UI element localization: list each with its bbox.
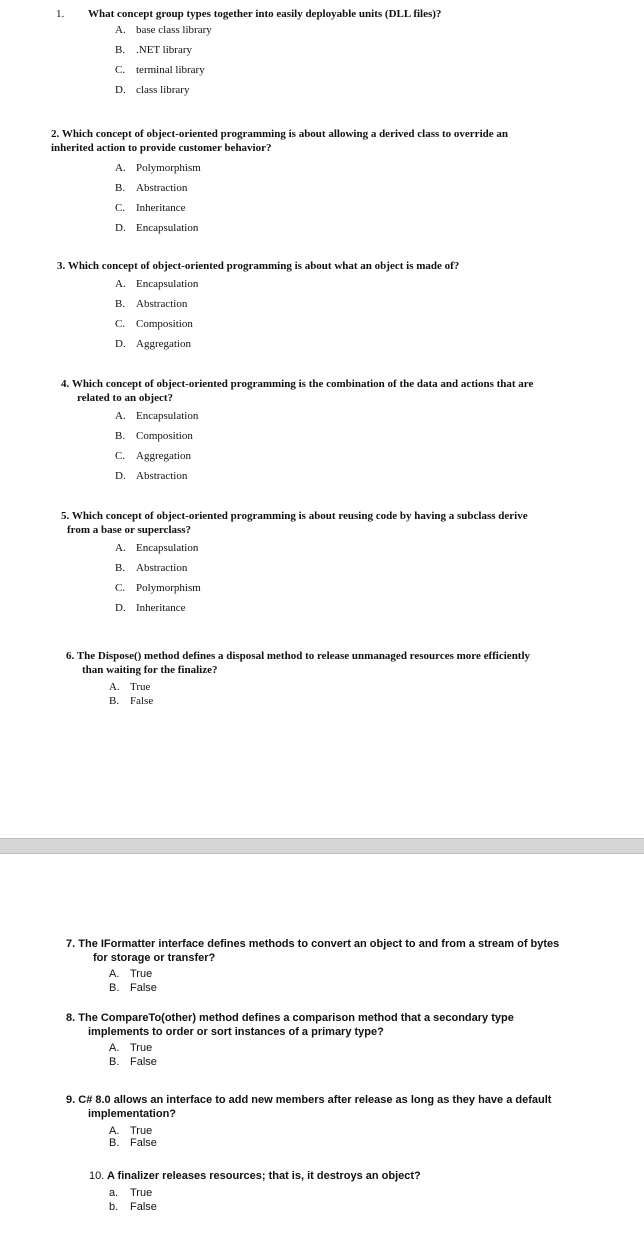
question-number: 7. xyxy=(66,938,76,950)
question-8 xyxy=(66,1011,514,1039)
question-number: 6. xyxy=(66,650,75,662)
option: B. Composition xyxy=(115,430,193,442)
option: B. False xyxy=(109,1137,157,1149)
question-number: 9. xyxy=(66,1094,76,1106)
question-text-cont: implementation? xyxy=(88,1108,177,1120)
q2-options xyxy=(115,158,201,238)
q3-options xyxy=(115,274,198,354)
question-text: The Dispose() method defines a disposal method to release unmanaged resources more efficiently xyxy=(76,650,531,662)
q1-options xyxy=(115,20,212,100)
document-page-2 xyxy=(0,854,644,1234)
question-2 xyxy=(51,127,508,155)
question-text: The IFormatter interface defines methods to convert an object to and from a stream of bytes xyxy=(78,938,560,950)
question-number: 5. xyxy=(61,510,70,522)
q10-options xyxy=(109,1186,157,1214)
option: A. Polymorphism xyxy=(115,162,201,174)
option: C. Aggregation xyxy=(115,450,191,462)
question-3 xyxy=(57,259,459,273)
question-number: 2. xyxy=(51,128,60,140)
option: D. Abstraction xyxy=(115,470,188,482)
option: A. True xyxy=(109,968,153,980)
q5-options xyxy=(115,538,201,618)
q6-options xyxy=(109,680,153,708)
option: C. Inheritance xyxy=(115,202,186,214)
option: B. .NET library xyxy=(115,44,193,56)
option: D. class library xyxy=(115,84,190,96)
question-text: Which concept of object-oriented programming is about reusing code by having a subclass derive xyxy=(71,510,528,522)
question-text: A finalizer releases resources; that is, it destroys an object? xyxy=(106,1170,421,1182)
question-9 xyxy=(66,1093,551,1121)
q9-options xyxy=(109,1125,157,1149)
question-7 xyxy=(66,937,559,965)
option: B. Abstraction xyxy=(115,182,188,194)
question-number: 10. xyxy=(89,1170,105,1182)
option: C. terminal library xyxy=(115,64,205,76)
option: C. Polymorphism xyxy=(115,582,201,594)
option: D. Aggregation xyxy=(115,338,191,350)
question-text: Which concept of object-oriented programming is the combination of the data and actions that are xyxy=(71,378,534,390)
question-number: 4. xyxy=(61,378,70,390)
option: A. True xyxy=(109,681,151,693)
question-number: 3. xyxy=(57,260,66,272)
option: B. Abstraction xyxy=(115,298,188,310)
question-text: Which concept of object-oriented programming is about what an object is made of? xyxy=(67,260,460,272)
question-number: 1. xyxy=(56,8,65,20)
option: D. Encapsulation xyxy=(115,222,199,234)
q7-options xyxy=(109,967,157,995)
option: b. False xyxy=(109,1201,157,1213)
question-text: Which concept of object-oriented programming is about allowing a derived class to override an xyxy=(61,128,508,140)
option: C. Composition xyxy=(115,318,193,330)
option: D. Inheritance xyxy=(115,602,186,614)
question-text-cont: than waiting for the finalize? xyxy=(82,664,218,676)
option: A. Encapsulation xyxy=(115,278,199,290)
option: B. False xyxy=(109,982,157,994)
q8-options xyxy=(109,1041,157,1069)
option: A. Encapsulation xyxy=(115,410,199,422)
question-number: 8. xyxy=(66,1012,76,1024)
option: A. True xyxy=(109,1042,153,1054)
option: B. False xyxy=(109,695,154,707)
question-text-cont: from a base or superclass? xyxy=(67,524,192,536)
question-text: What concept group types together into easily deployable units (DLL files)? xyxy=(88,8,442,20)
option: A. True xyxy=(109,1125,153,1137)
page-separator xyxy=(0,838,644,854)
question-text: C# 8.0 allows an interface to add new members after release as long as they have a default xyxy=(78,1094,552,1106)
question-text-cont: inherited action to provide customer behavior? xyxy=(51,142,272,154)
question-1 xyxy=(56,7,441,21)
option: a. True xyxy=(109,1187,153,1199)
question-text: The CompareTo(other) method defines a comparison method that a secondary type xyxy=(78,1012,514,1024)
question-text-cont: implements to order or sort instances of a primary type? xyxy=(88,1026,384,1038)
option: B. Abstraction xyxy=(115,562,188,574)
question-5 xyxy=(61,509,528,537)
question-text-cont: for storage or transfer? xyxy=(93,952,216,964)
q4-options xyxy=(115,406,198,486)
option: A. Encapsulation xyxy=(115,542,199,554)
question-4 xyxy=(61,377,533,405)
question-10 xyxy=(89,1169,421,1183)
question-6 xyxy=(66,649,530,677)
option: A. base class library xyxy=(115,24,212,36)
question-text-cont: related to an object? xyxy=(77,392,174,404)
option: B. False xyxy=(109,1056,157,1068)
